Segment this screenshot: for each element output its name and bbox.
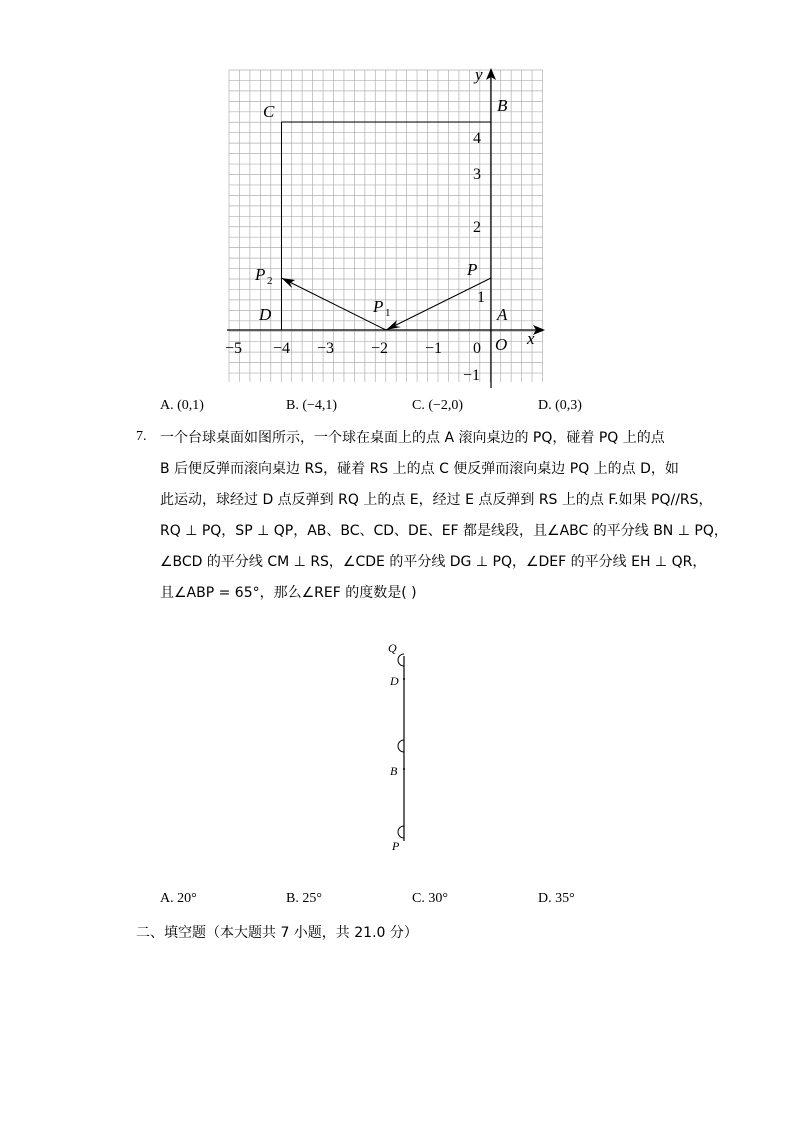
question-line: 且∠ABP = 65°，那么∠REF 的度数是( )	[160, 585, 417, 601]
x-axis-label: x	[527, 329, 535, 348]
choice-c[interactable]: C. 30°	[412, 891, 448, 906]
arc-at-q	[398, 654, 404, 666]
point-label-p1-sub: 1	[385, 307, 391, 319]
x-tick-label: 0	[473, 340, 481, 357]
question-line: B 后便反弹而滚向桌边 RS，碰着 RS 上的点 C 便反弹而滚向桌边 PQ 上的点 D，如	[160, 461, 679, 477]
arrow-at-p1	[386, 320, 401, 330]
section-heading: 二、填空题（本大题共 7 小题，共 21.0 分）	[136, 925, 418, 941]
billiard-table-figure	[380, 636, 420, 856]
x-tick-label: −4	[273, 340, 291, 357]
point-label-p1: P	[373, 297, 384, 316]
dot-at-d	[403, 678, 405, 680]
choice-c[interactable]: C. (−2,0)	[412, 398, 464, 413]
choice-a[interactable]: A. 20°	[160, 891, 197, 906]
point-label-o: O	[495, 335, 508, 354]
arrow-at-p2	[282, 278, 296, 288]
question-line: RQ ⊥ PQ，SP ⊥ QP，AB、BC、CD、DE、EF 都是线段，且∠ABC 的平分线 BN ⊥ PQ，	[160, 523, 728, 539]
y-tick-label: 2	[473, 219, 481, 236]
x-tick-label: −2	[371, 340, 389, 357]
choice-b[interactable]: B. (−4,1)	[286, 398, 338, 413]
choice-d[interactable]: D. 35°	[538, 891, 575, 906]
point-label-p2: P	[255, 265, 266, 284]
question-line: ∠BCD 的平分线 CM ⊥ RS，∠CDE 的平分线 DG ⊥ PQ，∠DEF 的平分线 EH ⊥ QR，	[160, 554, 707, 570]
point-label-a: A	[497, 305, 508, 324]
arc-at-b	[398, 740, 404, 752]
x-tick-label: −1	[425, 340, 443, 357]
x-tick-label: −5	[225, 340, 243, 357]
dot-at-b	[403, 768, 405, 770]
fig-label-b: B	[390, 764, 398, 778]
y-tick-label: −1	[463, 367, 481, 384]
y-tick-label: 4	[473, 130, 481, 147]
choice-d[interactable]: D. (0,3)	[538, 398, 582, 413]
segment-p-p1	[386, 278, 491, 330]
choice-a[interactable]: A. (0,1)	[160, 398, 204, 413]
y-tick-label: 1	[477, 289, 485, 306]
fig-label-p: P	[392, 839, 400, 853]
arc-at-p	[398, 826, 404, 838]
point-label-p: P	[467, 260, 478, 279]
point-label-d: D	[259, 305, 272, 324]
question-line: 一个台球桌面如图所示，一个球在桌面上的点 A 滚向桌边的 PQ，碰着 PQ 上的点	[160, 430, 665, 446]
y-tick-label: 3	[473, 166, 481, 183]
point-label-b: B	[497, 96, 508, 115]
fig-label-d: D	[390, 674, 399, 688]
coordinate-grid-figure	[215, 62, 555, 392]
question-number: 7.	[136, 429, 147, 444]
x-tick-label: −3	[317, 340, 335, 357]
question-line: 此运动，球经过 D 点反弹到 RQ 上的点 E，经过 E 点反弹到 RS 上的点 F.如果 PQ//RS，	[160, 492, 713, 508]
point-label-p2-sub: 2	[267, 275, 273, 287]
choice-b[interactable]: B. 25°	[286, 891, 322, 906]
y-axis-label: y	[475, 65, 483, 84]
point-label-c: C	[263, 102, 275, 121]
fig-label-q: Q	[388, 641, 397, 655]
